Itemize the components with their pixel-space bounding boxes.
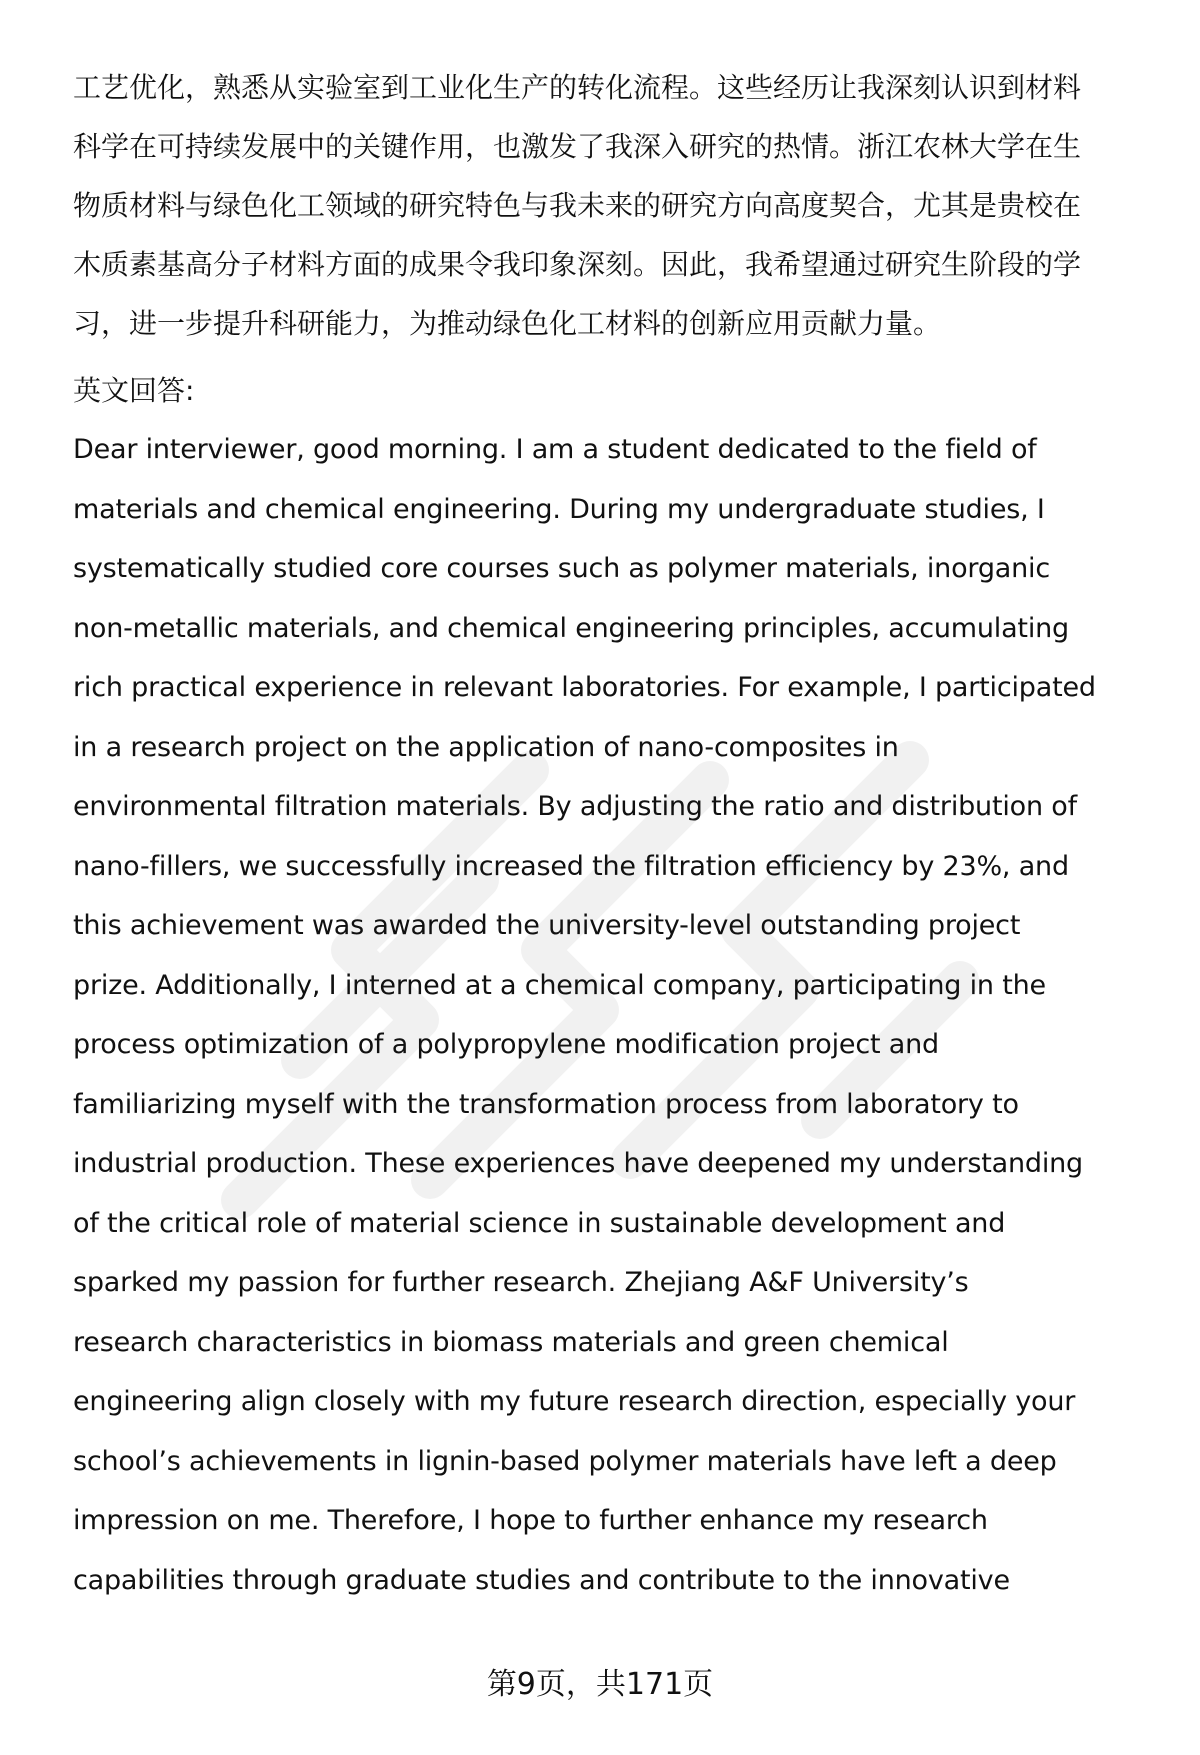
english-text-line: this achievement was awarded the university-level outstanding project <box>73 910 1021 941</box>
chinese-text-line: 工艺优化，熟悉从实验室到工业化生产的转化流程。这些经历让我深刻认识到材料 <box>73 71 1082 104</box>
english-text-line: research characteristics in biomass materials and green chemical <box>73 1326 949 1358</box>
english-text-line: engineering align closely with my future research direction, especially your <box>73 1386 1076 1417</box>
english-text-line: school’s achievements in lignin-based polymer materials have left a deep <box>73 1445 1057 1477</box>
english-text-line: prize. Additionally, I interned at a chemical company, participating in the <box>73 969 1046 1001</box>
english-text-line: familiarizing myself with the transformation process from laboratory to <box>73 1088 1019 1120</box>
document-body <box>73 58 1153 1610</box>
english-text-line: in a research project on the application of nano-composites in <box>73 731 899 763</box>
english-text-line: rich practical experience in relevant laboratories. For example, I participated <box>73 672 1096 703</box>
english-text-line: industrial production. These experiences have deepened my understanding <box>73 1148 1083 1179</box>
english-text-line: process optimization of a polypropylene modification project and <box>73 1029 939 1060</box>
english-text-line: non-metallic materials, and chemical engineering principles, accumulating <box>73 612 1069 644</box>
chinese-text-line: 习，进一步提升科研能力，为推动绿色化工材料的创新应用贡献力量。 <box>73 307 942 340</box>
chinese-text-line: 科学在可持续发展中的关键作用，也激发了我深入研究的热情。浙江农林大学在生 <box>73 130 1082 163</box>
page-number-footer: 第9页，共171页 <box>486 1667 714 1702</box>
chinese-text-line: 物质材料与绿色化工领域的研究特色与我未来的研究方向高度契合，尤其是贵校在 <box>73 189 1082 222</box>
english-text-line: Dear interviewer, good morning. I am a student dedicated to the field of <box>73 434 1037 465</box>
english-text-line: nano-fillers, we successfully increased the filtration efficiency by 23%, and <box>73 850 1069 882</box>
english-text-line: environmental filtration materials. By adjusting the ratio and distribution of <box>73 791 1077 822</box>
chinese-text-line: 木质素基高分子材料方面的成果令我印象深刻。因此，我希望通过研究生阶段的学 <box>73 248 1082 281</box>
english-answer-heading: 英文回答: <box>73 374 195 407</box>
chinese-answer-paragraph <box>73 58 1153 353</box>
english-text-line: systematically studied core courses such as polymer materials, inorganic <box>73 553 1050 584</box>
english-text-line: materials and chemical engineering. During my undergraduate studies, I <box>73 493 1045 525</box>
english-text-line: impression on me. Therefore, I hope to further enhance my research <box>73 1505 988 1536</box>
english-answer-paragraph <box>73 420 1153 1610</box>
english-text-line: capabilities through graduate studies and contribute to the innovative <box>73 1564 1010 1596</box>
english-text-line: sparked my passion for further research. Zhejiang A&F University’s <box>73 1267 969 1298</box>
english-text-line: of the critical role of material science in sustainable development and <box>73 1207 1006 1239</box>
